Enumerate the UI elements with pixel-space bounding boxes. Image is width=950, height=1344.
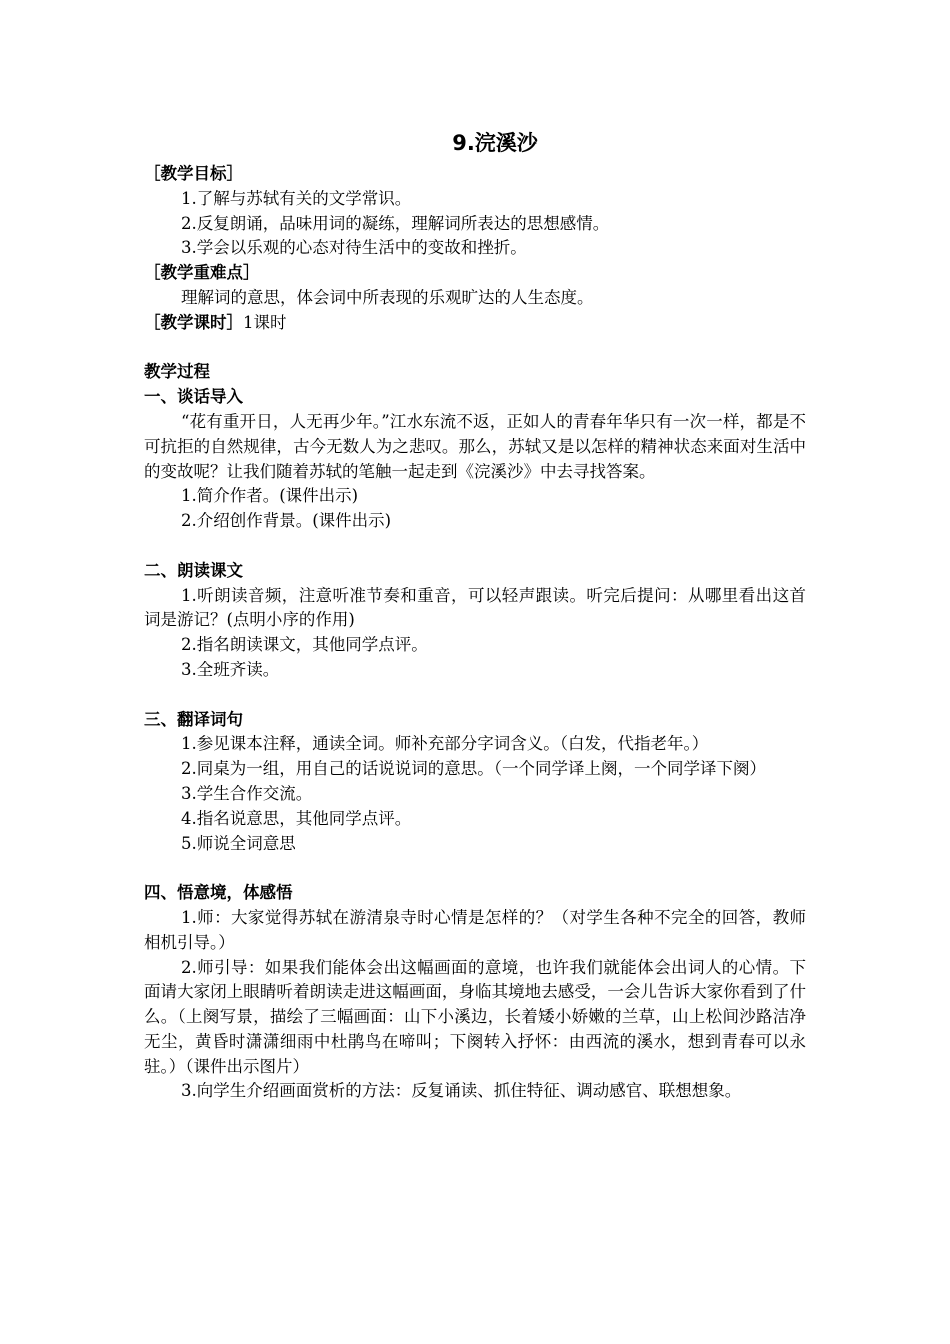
section3-item: 5.师说全词意思 (181, 833, 296, 853)
section4-item: 1.师：大家觉得苏轼在游清泉寺时心情是怎样的？（对学生各种不完全的回答，教师相机引导。） (144, 907, 806, 952)
section4-heading: 四、悟意境，体感悟 (144, 883, 293, 903)
section3-heading: 三、翻译词句 (144, 709, 243, 729)
section1-intro: “花有重开日，人无再少年。”江水东流不返，正如人的青春年华只有一次一样，都是不可抗拒的自然规律，古今无数人为之悲叹。那么，苏轼又是以怎样的精神状态来面对生活中的变故呢？让我们随着苏轼的笔触一起走到《浣溪沙》中去寻找答案。 (144, 411, 806, 481)
class-hours-heading: ［教学课时］ (144, 312, 243, 332)
objectives-heading: ［教学目标］ (144, 164, 243, 183)
process-heading: 教学过程 (144, 362, 210, 382)
section2-item: 1.听朗读音频，注意听准节奏和重音，可以轻声跟读。听完后提问：从哪里看出这首词是游记？(点明小序的作用) (144, 585, 806, 630)
document-page (144, 128, 806, 1104)
key-points-text: 理解词的意思，体会词中所表现的乐观旷达的人生态度。 (181, 287, 594, 307)
section2-item: 2.指名朗读课文，其他同学点评。 (181, 635, 428, 655)
section2-heading: 二、朗读课文 (144, 560, 243, 580)
section4-item: 2.师引导：如果我们能体会出这幅画面的意境，也许我们就能体会出词人的心情。下面请大家闭上眼睛听着朗读走进这幅画面，身临其境地去感受，一会儿告诉大家你看到了什么。（上阕写景，描绘了三幅画面：山下小溪边，长着矮小娇嫩的兰草，山上松间沙路洁净无尘，黄昏时潇潇细雨中杜鹃鸟在啼叫；下阕转入抒怀：由西流的溪水，想到青春可以永驻。）（课件出示图片） (144, 957, 806, 1076)
key-points-heading: ［教学重难点］ (144, 263, 260, 283)
objective-item: 1.了解与苏轼有关的文学常识。 (181, 188, 412, 208)
objective-item: 3.学会以乐观的心态对待生活中的变故和挫折。 (181, 238, 527, 258)
objective-item: 2.反复朗诵，品味用词的凝练，理解词所表达的思想感情。 (181, 213, 610, 233)
page-title: 9.浣溪沙 (452, 131, 538, 155)
section3-item: 4.指名说意思，其他同学点评。 (181, 808, 412, 828)
class-hours-line (144, 311, 806, 336)
section4-item: 3.向学生介绍画面赏析的方法：反复诵读、抓住特征、调动感官、联想想象。 (181, 1081, 742, 1101)
section2-item: 3.全班齐读。 (181, 659, 280, 679)
section1-item: 2.介绍创作背景。(课件出示) (181, 511, 392, 531)
class-hours-text: 1课时 (243, 312, 287, 332)
section1-item: 1.简介作者。(课件出示) (181, 486, 359, 506)
section3-item: 2.同桌为一组，用自己的话说说词的意思。（一个同学译上阕，一个同学译下阕） (181, 759, 766, 779)
section1-heading: 一、谈话导入 (144, 387, 243, 407)
section3-item: 1.参见课本注释，通读全词。师补充部分字词含义。（白发，代指老年。） (181, 734, 709, 754)
section3-item: 3.学生合作交流。 (181, 783, 313, 803)
